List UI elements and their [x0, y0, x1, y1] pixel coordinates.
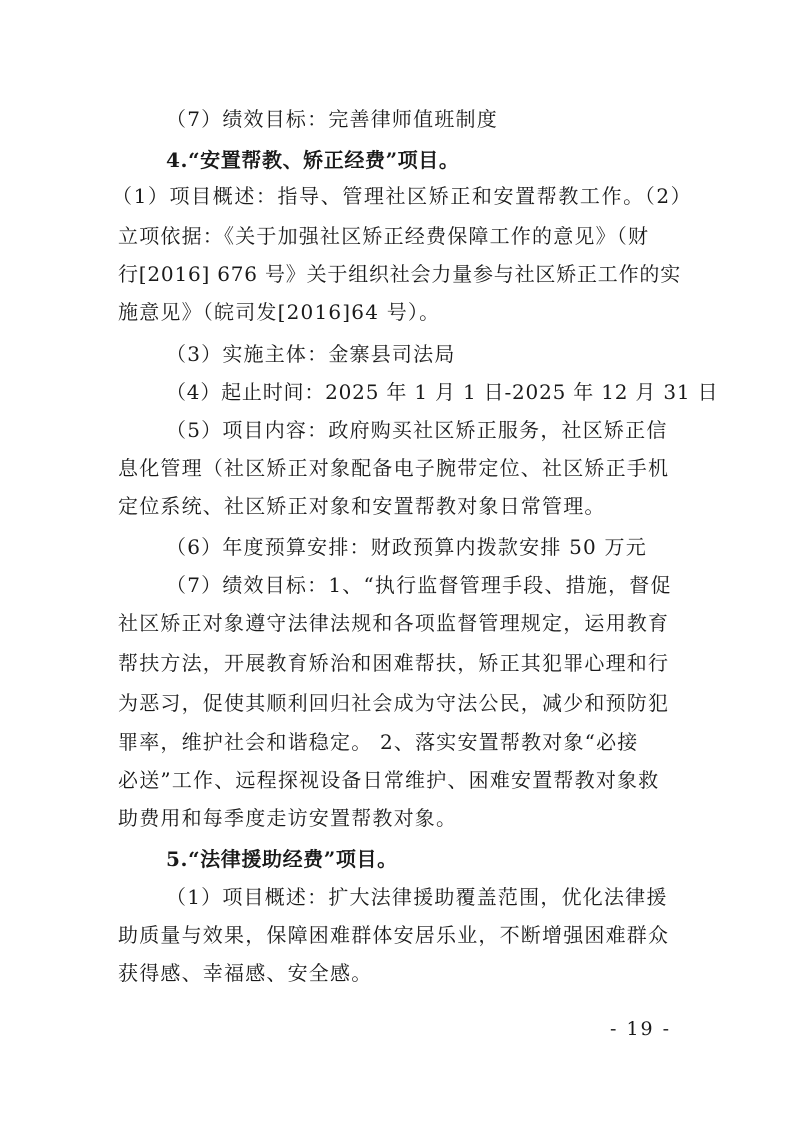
text-line: （5）项目内容：政府购买社区矫正服务，社区矫正信: [166, 418, 668, 442]
text-line: 行[2016] 676 号》关于组织社会力量参与社区矫正工作的实: [118, 262, 681, 286]
text-line: （1）项目概述：扩大法律援助覆盖范围，优化法律援: [166, 885, 668, 909]
text-line: （1）项目概述：指导、管理社区矫正和安置帮教工作。（2）: [112, 184, 693, 208]
text-line: 必送”工作、远程探视设备日常维护、困难安置帮教对象救: [118, 768, 660, 792]
text-line: （4）起止时间：2025 年 1 月 1 日-2025 年 12 月 31 日: [166, 380, 719, 404]
text-line: 施意见》（皖司发[2016]64 号）。: [118, 300, 441, 324]
section-heading: 5.“法律援助经费”项目。: [166, 847, 398, 871]
text-line: 定位系统、社区矫正对象和安置帮教对象日常管理。: [118, 494, 606, 518]
text-line: 立项依据：《关于加强社区矫正经费保障工作的意见》（财: [118, 224, 650, 248]
text-line: （7）绩效目标：1、“执行监督管理手段、措施，督促: [166, 573, 672, 597]
text-line: 帮扶方法，开展教育矫治和困难帮扶，矫正其犯罪心理和行: [118, 651, 670, 675]
text-line: 助费用和每季度走访安置帮教对象。: [118, 806, 458, 830]
page-number: - 19 -: [610, 1018, 672, 1040]
text-line: （7）绩效目标：完善律师值班制度: [166, 107, 498, 131]
text-line: （6）年度预算安排：财政预算内拨款安排 50 万元: [166, 535, 647, 559]
text-line: 社区矫正对象遵守法律法规和各项监督管理规定，运用教育: [118, 611, 670, 635]
text-line: 为恶习，促使其顺利回归社会成为守法公民，减少和预防犯: [118, 691, 670, 715]
text-line: 罪率，维护社会和谐稳定。 2、落实安置帮教对象“必接: [118, 730, 639, 754]
text-line: （3）实施主体：金寨县司法局: [166, 342, 456, 366]
text-line: 获得感、幸福感、安全感。: [118, 961, 373, 985]
text-line: 息化管理（社区矫正对象配备电子腕带定位、社区矫正手机: [118, 456, 670, 480]
section-heading: 4.“安置帮教、矫正经费”项目。: [166, 148, 460, 172]
text-line: 助质量与效果，保障困难群体安居乐业，不断增强困难群众: [118, 923, 670, 947]
